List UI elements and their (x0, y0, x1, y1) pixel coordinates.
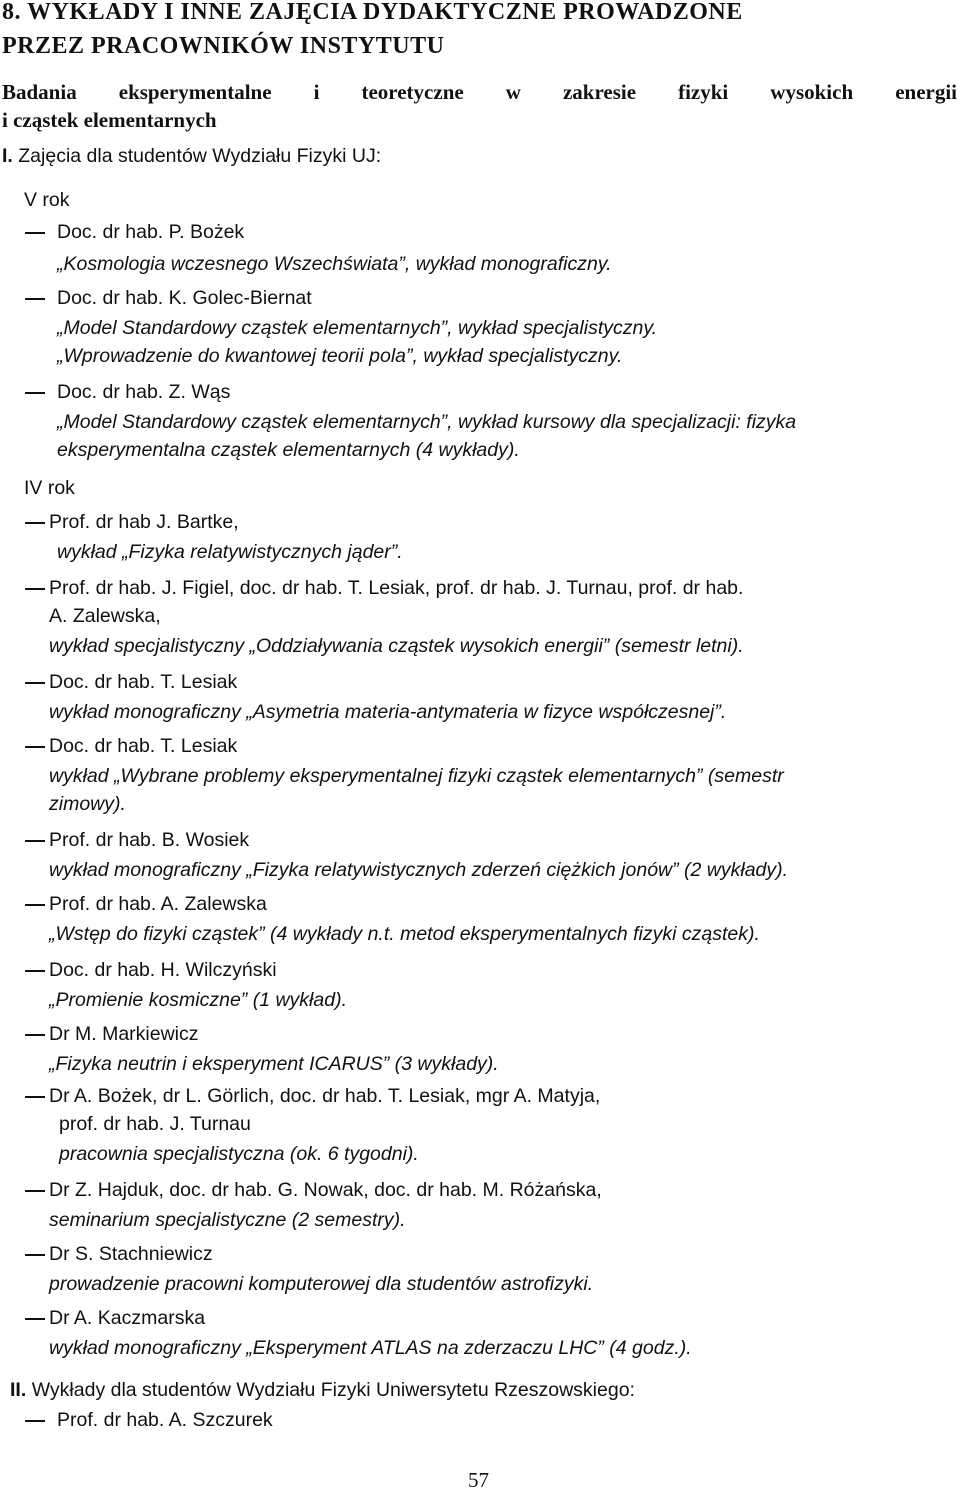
part2-entry-1-lecturer: Prof. dr hab. A. Szczurek (57, 1409, 273, 1431)
section-title-line-1: Badania eksperymentalne i teoretyczne w zakresie fizyki wysokich energii (2, 80, 957, 104)
page-number: 57 (468, 1468, 489, 1492)
part-2-title: Wykłady dla studentów Wydziału Fizyki Uniwersytetu Rzeszowskiego: (31, 1379, 635, 1401)
list-bullet-dash (25, 682, 45, 684)
year5-entry-3-lecturer: Doc. dr hab. Z. Wąs (57, 381, 231, 403)
year4-entry-3-detail-1: wykład monograficzny „Asymetria materia-antymateria w fizyce współczesnej”. (49, 701, 727, 723)
list-bullet-dash (25, 1034, 45, 1036)
chapter-heading-line-2: PRZEZ PRACOWNIKÓW INSTYTUTU (2, 33, 445, 59)
year5-entry-3-detail-2: eksperymentalna cząstek elementarnych (4 wykłady). (57, 439, 520, 461)
year-5-label: V rok (24, 189, 70, 211)
year4-entry-6-detail-1: „Wstęp do fizyki cząstek” (4 wykłady n.t. metod eksperymentalnych fizyki cząstek). (49, 923, 760, 945)
list-bullet-dash (25, 1096, 45, 1098)
section-title-line-2: i cząstek elementarnych (2, 108, 217, 132)
year4-entry-1-lecturer: Prof. dr hab J. Bartke, (49, 511, 239, 533)
part-2-numeral: II. (10, 1379, 27, 1401)
year4-entry-6-lecturer: Prof. dr hab. A. Zalewska (49, 893, 267, 915)
list-bullet-dash (25, 392, 45, 394)
year-4-label: IV rok (24, 477, 75, 499)
year4-entry-10-detail-1: seminarium specjalistyczne (2 semestry). (49, 1209, 406, 1231)
list-bullet-dash (25, 1254, 45, 1256)
list-bullet-dash (25, 1190, 45, 1192)
year4-entry-2-lecturer: Prof. dr hab. J. Figiel, doc. dr hab. T. Lesiak, prof. dr hab. J. Turnau, prof. dr hab. (49, 577, 744, 599)
year5-entry-3-detail-1: „Model Standardowy cząstek elementarnych”, wykład kursowy dla specjalizacji: fizyka (57, 411, 797, 433)
year4-entry-5-detail-1: wykład monograficzny „Fizyka relatywistycznych zderzeń ciężkich jonów” (2 wykłady). (49, 859, 789, 881)
year4-entry-7-lecturer: Doc. dr hab. H. Wilczyński (49, 959, 277, 981)
list-bullet-dash (25, 1318, 45, 1320)
part-2-heading (10, 1378, 635, 1402)
year4-entry-8-lecturer: Dr M. Markiewicz (49, 1023, 199, 1045)
year5-entry-2-detail-2: „Wprowadzenie do kwantowej teorii pola”, wykład specjalistyczny. (57, 345, 623, 367)
year4-entry-1-detail-1: wykład „Fizyka relatywistycznych jąder”. (57, 541, 403, 563)
year4-entry-5-lecturer: Prof. dr hab. B. Wosiek (49, 829, 250, 851)
year4-entry-9-lecturer: Dr A. Bożek, dr L. Görlich, doc. dr hab. T. Lesiak, mgr A. Matyja, (49, 1085, 601, 1107)
part-1-heading (2, 144, 381, 168)
year4-entry-4-detail-2: zimowy). (49, 793, 126, 815)
list-bullet-dash (25, 298, 45, 300)
list-bullet-dash (25, 904, 45, 906)
year4-entry-10-lecturer: Dr Z. Hajduk, doc. dr hab. G. Nowak, doc. dr hab. M. Różańska, (49, 1179, 602, 1201)
list-bullet-dash (25, 232, 45, 234)
year4-entry-7-detail-1: „Promienie kosmiczne” (1 wykład). (49, 989, 347, 1011)
year4-entry-9-lecturer-cont: prof. dr hab. J. Turnau (59, 1113, 251, 1135)
part-1-title: Zajęcia dla studentów Wydziału Fizyki UJ: (18, 145, 382, 167)
year4-entry-3-lecturer: Doc. dr hab. T. Lesiak (49, 671, 238, 693)
year4-entry-4-detail-1: wykład „Wybrane problemy eksperymentalnej fizyki cząstek elementarnych” (semestr (49, 765, 784, 787)
list-bullet-dash (25, 522, 45, 524)
list-bullet-dash (25, 1420, 45, 1422)
year4-entry-9-detail-1: pracownia specjalistyczna (ok. 6 tygodni). (59, 1143, 419, 1165)
year4-entry-2-detail-1: wykład specjalistyczny „Oddziaływania cząstek wysokich energii” (semestr letni). (49, 635, 744, 657)
part-1-numeral: I. (2, 145, 13, 167)
year4-entry-11-detail-1: prowadzenie pracowni komputerowej dla studentów astrofizyki. (49, 1273, 594, 1295)
year4-entry-12-detail-1: wykład monograficzny „Eksperyment ATLAS na zderzaczu LHC” (4 godz.). (49, 1337, 692, 1359)
list-bullet-dash (25, 840, 45, 842)
year5-entry-1-detail-1: „Kosmologia wczesnego Wszechświata”, wykład monograficzny. (57, 253, 612, 275)
year5-entry-1-lecturer: Doc. dr hab. P. Bożek (57, 221, 245, 243)
year5-entry-2-lecturer: Doc. dr hab. K. Golec-Biernat (57, 287, 312, 309)
year4-entry-2-lecturer-cont: A. Zalewska, (49, 605, 161, 627)
year4-entry-4-lecturer: Doc. dr hab. T. Lesiak (49, 735, 238, 757)
list-bullet-dash (25, 746, 45, 748)
year4-entry-8-detail-1: „Fizyka neutrin i eksperyment ICARUS” (3 wykłady). (49, 1053, 499, 1075)
year5-entry-2-detail-1: „Model Standardowy cząstek elementarnych”, wykład specjalistyczny. (57, 317, 658, 339)
chapter-heading-line-1: 8. WYKŁADY I INNE ZAJĘCIA DYDAKTYCZNE PROWADZONE (2, 0, 743, 25)
year4-entry-11-lecturer: Dr S. Stachniewicz (49, 1243, 213, 1265)
list-bullet-dash (25, 970, 45, 972)
year4-entry-12-lecturer: Dr A. Kaczmarska (49, 1307, 206, 1329)
list-bullet-dash (25, 588, 45, 590)
